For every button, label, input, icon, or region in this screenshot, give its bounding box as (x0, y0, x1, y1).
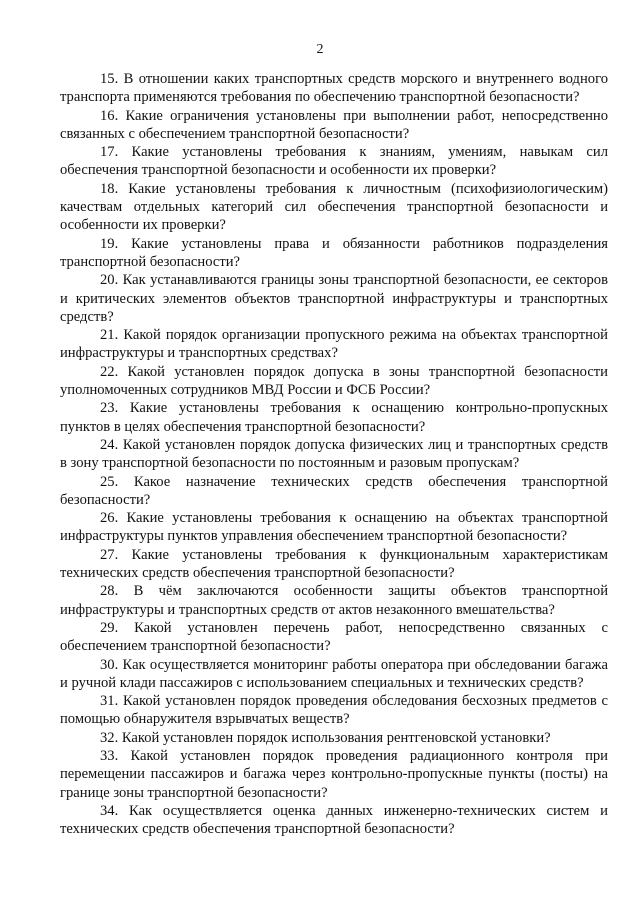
question-item: 34. Как осуществляется оценка данных инженерно-технических систем и технических средств обеспечения транспортной безопасности? (60, 802, 608, 838)
question-item: 18. Какие установлены требования к личностным (психофизиологическим) качествам отдельных категорий сил обеспечения транспортной безопасности и особенности их проверки? (60, 180, 608, 234)
question-item: 27. Какие установлены требования к функциональным характеристикам технических средств обеспечения транспортной безопасности? (60, 546, 608, 582)
question-item: 31. Какой установлен порядок проведения обследования бесхозных предметов с помощью обнаружителя взрывчатых веществ? (60, 693, 608, 728)
question-item: 16. Какие ограничения установлены при выполнении работ, непосредственно связанных с обеспечением транспортной безопасности? (60, 107, 608, 142)
question-item: 32. Какой установлен порядок использования рентгеновской установки? (100, 729, 551, 746)
question-item: 24. Какой установлен порядок допуска физических лиц и транспортных средств в зону транспортной безопасности по постоянным и разовым пропускам? (60, 436, 608, 472)
question-item: 25. Какое назначение технических средств обеспечения транспортной безопасности? (60, 473, 608, 508)
question-item: 26. Какие установлены требования к оснащению на объектах транспортной инфраструктуры пунктов управления обеспечением транспортной безопасности? (60, 510, 608, 545)
question-item: 29. Какой установлен перечень работ, непосредственно связанных с обеспечением транспортной безопасности? (60, 619, 608, 655)
question-item: 15. В отношении каких транспортных средств морского и внутреннего водного транспорта применяются требования по обеспечению транспортной безопасности? (60, 71, 608, 106)
question-item: 21. Какой порядок организации пропускного режима на объектах транспортной инфраструктуры и транспортных средствах? (60, 327, 608, 362)
question-item: 20. Как устанавливаются границы зоны транспортной безопасности, ее секторов и критических элементов объектов транспортной инфраструктуры и транспортных средств? (60, 272, 608, 325)
question-item: 17. Какие установлены требования к знаниям, умениям, навыкам сил обеспечения транспортной безопасности и особенности их проверки? (60, 144, 608, 179)
question-item: 28. В чём заключаются особенности защиты объектов транспортной инфраструктуры и транспортных средств от актов незаконного вмешательства? (60, 583, 608, 618)
question-item: 22. Какой установлен порядок допуска в зоны транспортной безопасности уполномоченных сотрудников МВД России и ФСБ России? (60, 363, 608, 399)
page-number: 2 (316, 42, 324, 57)
question-item: 30. Как осуществляется мониторинг работы оператора при обследовании багажа и ручной клади пассажиров с использованием специальных и технических средств? (60, 656, 608, 691)
question-item: 19. Какие установлены права и обязанности работников подразделения транспортной безопасности? (60, 235, 608, 270)
question-item: 23. Какие установлены требования к оснащению контрольно-пропускных пунктов в целях обеспечения транспортной безопасности? (60, 400, 608, 435)
question-item: 33. Какой установлен порядок проведения радиационного контроля при перемещении пассажиров и багажа через контрольно-пропускные пункты (посты) на границе зоны транспортной безопасности? (60, 747, 608, 801)
question-list (60, 70, 608, 838)
